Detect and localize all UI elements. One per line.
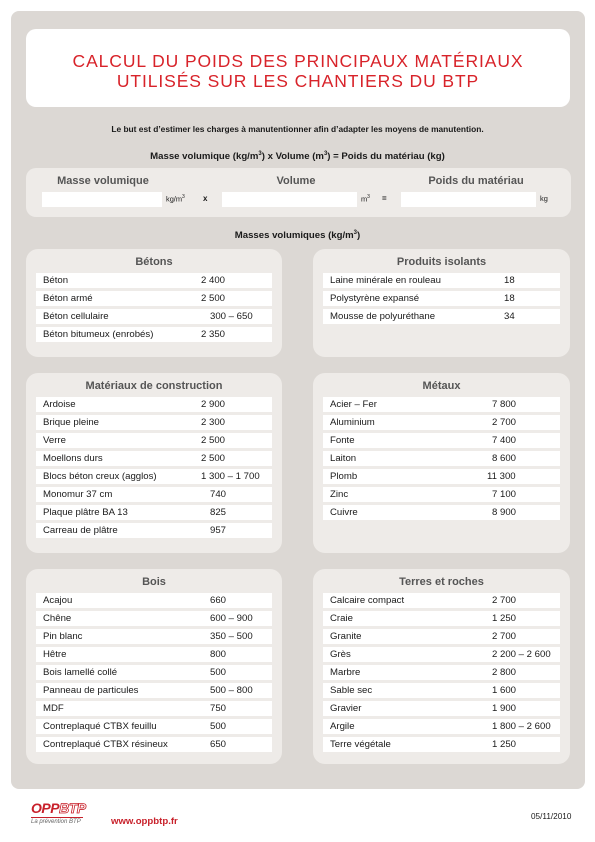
table-row: [323, 719, 560, 734]
table-row: [36, 291, 272, 306]
material-value: 800: [210, 649, 227, 660]
logo-wordmark: [31, 800, 101, 816]
material-value: 18: [504, 293, 515, 304]
material-name: Acier – Fer: [330, 399, 377, 410]
panel-terres: [313, 569, 570, 764]
table-row: [323, 415, 560, 430]
material-value: 1 300 – 1 700: [201, 471, 260, 482]
mass-unit-sup: 3: [182, 194, 185, 200]
material-name: Cuivre: [330, 507, 358, 518]
densities-title-sup: 3: [353, 230, 358, 236]
table-row: [36, 309, 272, 324]
rows-metaux: [323, 397, 560, 523]
material-value: 2 500: [201, 453, 226, 464]
table-row: [36, 593, 272, 608]
table-row: [36, 719, 272, 734]
material-value: 500: [210, 721, 227, 732]
material-value: 600 – 900: [210, 613, 253, 624]
rows-construction: [36, 397, 272, 541]
material-value: 34: [504, 311, 515, 322]
table-row: [323, 737, 560, 752]
title-box: [26, 29, 570, 107]
panel-betons: [26, 249, 282, 357]
material-value: 2 300: [201, 417, 226, 428]
material-name: Hêtre: [43, 649, 67, 660]
formula: [0, 151, 595, 162]
material-name: Bois lamellé collé: [43, 667, 118, 678]
material-name: Polystyrène expansé: [330, 293, 420, 304]
material-value: 7 400: [492, 435, 517, 446]
material-name: Moellons durs: [43, 453, 103, 464]
volume-input[interactable]: [222, 192, 357, 207]
material-name: Béton cellulaire: [43, 311, 109, 322]
material-name: Calcaire compact: [330, 595, 405, 606]
material-name: Plaque plâtre BA 13: [43, 507, 128, 518]
material-value: 2 500: [201, 293, 226, 304]
material-value: 300 – 650: [210, 311, 253, 322]
table-row: [323, 611, 560, 626]
material-name: Sable sec: [330, 685, 373, 696]
material-name: Ardoise: [43, 399, 76, 410]
table-row: [36, 737, 272, 752]
material-name: Gravier: [330, 703, 362, 714]
material-name: Contreplaqué CTBX résineux: [43, 739, 168, 750]
table-row: [36, 487, 272, 502]
material-value: 18: [504, 275, 515, 286]
formula-part1: Masse volumique (kg/m: [150, 151, 259, 163]
material-value: 1 250: [492, 613, 517, 624]
logo-opp: OPP: [31, 800, 60, 816]
table-row: [323, 273, 560, 288]
table-row: [323, 701, 560, 716]
material-name: Granite: [330, 631, 362, 642]
volume-unit-text: m: [361, 194, 368, 204]
mass-unit-text: kg/m: [166, 194, 183, 204]
table-row: [323, 647, 560, 662]
table-row: [36, 415, 272, 430]
material-name: Aluminium: [330, 417, 375, 428]
panel-metaux: [313, 373, 570, 553]
rows-isolants: [323, 273, 560, 327]
material-value: 2 200 – 2 600: [492, 649, 551, 660]
material-value: 650: [210, 739, 227, 750]
rows-bois: [36, 593, 272, 755]
table-row: [323, 469, 560, 484]
table-row: [323, 291, 560, 306]
table-row: [323, 665, 560, 680]
weight-input[interactable]: [401, 192, 536, 207]
material-value: 7 800: [492, 399, 517, 410]
material-value: 2 350: [201, 329, 226, 340]
mass-input[interactable]: [42, 192, 162, 207]
panel-title-construction: Matériaux de construction: [85, 380, 223, 392]
material-value: 2 500: [201, 435, 226, 446]
material-name: Zinc: [330, 489, 349, 500]
volume-unit-sup: 3: [367, 194, 370, 200]
table-row: [323, 309, 560, 324]
material-name: Contreplaqué CTBX feuillu: [43, 721, 157, 732]
website-link[interactable]: www.oppbtp.fr: [111, 816, 178, 827]
panel-construction: [26, 373, 282, 553]
table-row: [36, 469, 272, 484]
table-row: [36, 433, 272, 448]
material-name: Laiton: [330, 453, 357, 464]
material-value: 7 100: [492, 489, 517, 500]
material-value: 500 – 800: [210, 685, 253, 696]
material-name: Verre: [43, 435, 66, 446]
intro-text: Le but est d’estimer les charges à manutentionner afin d’adapter les moyens de manutention.: [111, 124, 484, 134]
material-value: 500: [210, 667, 227, 678]
panel-title-betons: Bétons: [135, 256, 173, 268]
material-value: 2 400: [201, 275, 226, 286]
material-value: 1 800 – 2 600: [492, 721, 551, 732]
page-title-line1: CALCUL DU POIDS DES PRINCIPAUX MATÉRIAUX: [72, 51, 524, 71]
formula-part3: ) = Poids du matériau (kg): [327, 151, 445, 163]
table-row: [36, 523, 272, 538]
table-row: [36, 273, 272, 288]
table-row: [36, 629, 272, 644]
table-row: [36, 701, 272, 716]
material-name: Chêne: [43, 613, 72, 624]
panel-title-metaux: Métaux: [422, 380, 461, 392]
material-value: 1 600: [492, 685, 517, 696]
page-title-line2: UTILISÉS SUR LES CHANTIERS DU BTP: [116, 71, 480, 91]
material-name: Carreau de plâtre: [43, 525, 118, 536]
material-value: 750: [210, 703, 227, 714]
material-name: Blocs béton creux (agglos): [43, 471, 157, 482]
material-value: 11 300: [487, 471, 516, 482]
material-name: Marbre: [330, 667, 361, 678]
material-value: 2 900: [201, 399, 226, 410]
material-value: 957: [210, 525, 227, 536]
mass-label: Masse volumique: [57, 175, 149, 187]
volume-label: Volume: [276, 175, 316, 187]
material-name: Mousse de polyuréthane: [330, 311, 436, 322]
material-name: Terre végétale: [330, 739, 391, 750]
table-row: [36, 327, 272, 342]
material-name: Panneau de particules: [43, 685, 139, 696]
weight-unit: kg: [540, 194, 548, 203]
table-row: [36, 611, 272, 626]
formula-sup2: 3: [323, 151, 328, 157]
table-row: [36, 505, 272, 520]
table-row: [323, 629, 560, 644]
panel-isolants: [313, 249, 570, 357]
material-name: Béton armé: [43, 293, 93, 304]
material-name: Argile: [330, 721, 355, 732]
calculator-box: [26, 168, 571, 217]
material-name: Pin blanc: [43, 631, 83, 642]
rows-betons: [36, 273, 272, 345]
volume-unit: [361, 194, 370, 203]
material-value: 825: [210, 507, 227, 518]
equals-sign: =: [382, 194, 387, 203]
panel-title-terres: Terres et roches: [399, 576, 484, 588]
formula-sup1: 3: [258, 151, 262, 157]
table-row: [36, 397, 272, 412]
material-value: 350 – 500: [210, 631, 253, 642]
material-value: 2 700: [492, 417, 517, 428]
material-name: Craie: [330, 613, 353, 624]
logo-underline: [31, 817, 83, 818]
material-value: 8 900: [492, 507, 517, 518]
formula-part2: ) x Volume (m: [261, 151, 324, 163]
table-row: [323, 451, 560, 466]
material-value: 740: [210, 489, 227, 500]
logo-tagline: La prévention BTP: [31, 819, 81, 825]
densities-title-part1: Masses volumiques (kg/m: [234, 230, 354, 242]
panel-title-isolants: Produits isolants: [396, 256, 487, 268]
material-value: 2 700: [492, 595, 517, 606]
table-row: [36, 665, 272, 680]
weight-label: Poids du matériau: [428, 175, 524, 187]
densities-title: [0, 230, 595, 241]
material-name: Acajou: [43, 595, 73, 606]
table-row: [323, 683, 560, 698]
oppbtp-logo: [31, 800, 101, 825]
table-row: [323, 505, 560, 520]
material-value: 2 700: [492, 631, 517, 642]
material-name: Laine minérale en rouleau: [330, 275, 441, 286]
material-name: Fonte: [330, 435, 355, 446]
material-name: Monomur 37 cm: [43, 489, 113, 500]
table-row: [36, 451, 272, 466]
times-sign: x: [203, 194, 208, 203]
panel-title-bois: Bois: [142, 576, 166, 588]
document-date: 05/11/2010: [531, 812, 572, 821]
material-name: Béton: [43, 275, 69, 286]
table-row: [323, 487, 560, 502]
table-row: [36, 683, 272, 698]
table-row: [323, 593, 560, 608]
material-name: Béton bitumeux (enrobés): [43, 329, 154, 340]
mass-unit: [166, 194, 185, 203]
densities-title-part2: ): [357, 230, 361, 242]
panel-bois: [26, 569, 282, 764]
table-row: [323, 433, 560, 448]
rows-terres: [323, 593, 560, 755]
material-name: Plomb: [330, 471, 358, 482]
material-name: Brique pleine: [43, 417, 100, 428]
material-value: 1 250: [492, 739, 517, 750]
material-name: Grès: [330, 649, 351, 660]
material-value: 1 900: [492, 703, 517, 714]
table-row: [36, 647, 272, 662]
material-value: 660: [210, 595, 227, 606]
table-row: [323, 397, 560, 412]
material-name: MDF: [43, 703, 64, 714]
logo-btp: BTP: [59, 800, 86, 816]
material-value: 2 800: [492, 667, 517, 678]
material-value: 8 600: [492, 453, 517, 464]
